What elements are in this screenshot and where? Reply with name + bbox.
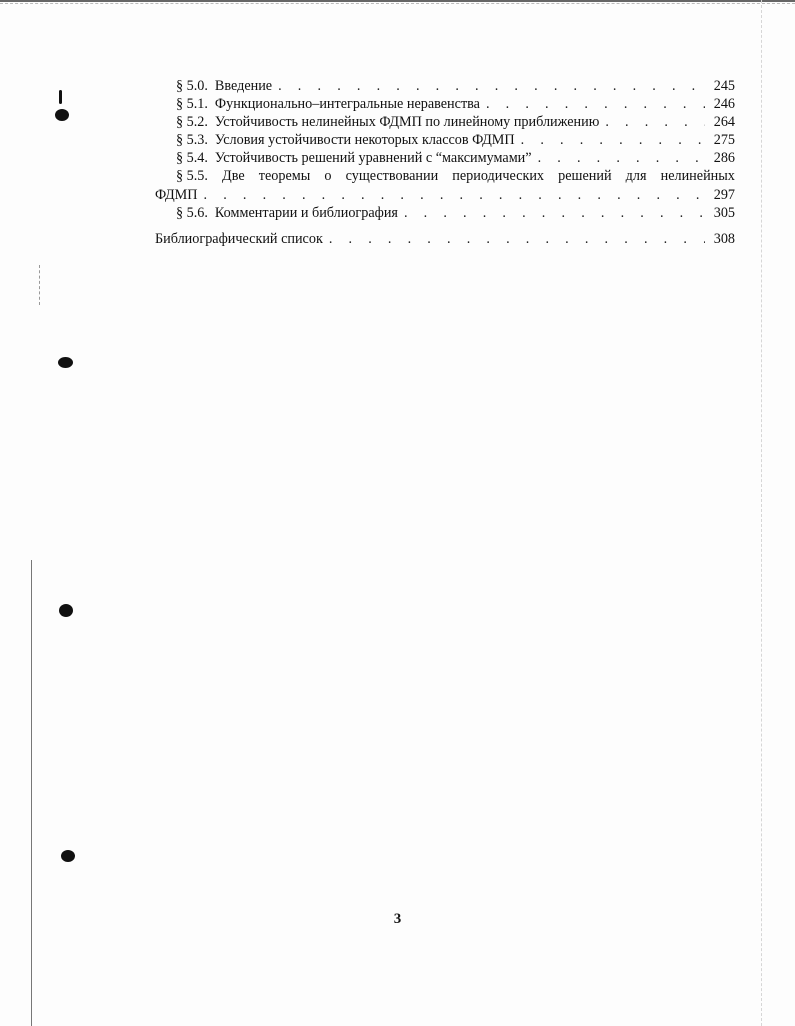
toc-entry-page: 246 — [713, 96, 735, 113]
title-word: решений — [558, 168, 612, 185]
toc-entry-title: Функционально–интегральные неравенства — [214, 96, 480, 113]
toc-entry[interactable] — [155, 113, 735, 131]
scan-right-edge — [760, 0, 762, 1026]
toc-entry-title-line — [155, 167, 735, 185]
table-of-contents — [155, 77, 735, 248]
toc-entry-title: Условия устойчивости некоторых классов ФДМП — [214, 132, 515, 149]
title-word: нелинейных — [660, 168, 735, 185]
title-word: о — [324, 168, 332, 185]
title-word: Две — [222, 168, 245, 185]
title-word: периодических — [452, 168, 545, 185]
leader-dots — [404, 204, 705, 222]
toc-entry-title-continuation: ФДМП — [155, 186, 198, 203]
toc-entry-page: 245 — [713, 78, 735, 94]
toc-entry-page: 308 — [713, 230, 735, 247]
toc-entry-title: Устойчивость нелинейных ФДМП по линейному приближению — [214, 114, 600, 131]
toc-entry-number: § 5.5. — [176, 168, 208, 185]
scan-left-edge — [31, 560, 32, 1026]
toc-entry-title: Библиографический список — [155, 230, 323, 247]
toc-entry-number: § 5.4. — [176, 150, 208, 167]
leader-dots — [538, 149, 705, 167]
leader-dots — [521, 131, 705, 149]
toc-entry-number: § 5.0. — [176, 78, 208, 94]
toc-entry-page: 305 — [713, 204, 735, 221]
toc-entry[interactable] — [155, 77, 735, 95]
toc-entry-continuation — [155, 186, 735, 204]
toc-entry-number: § 5.3. — [176, 132, 208, 149]
toc-entry[interactable] — [155, 131, 735, 149]
toc-entry-title: Устойчивость решений уравнений с “максимумами” — [214, 150, 532, 167]
toc-entry-multiline[interactable] — [155, 167, 735, 203]
toc-entry[interactable] — [155, 149, 735, 167]
leader-dots — [486, 95, 705, 113]
toc-entry-number: § 5.2. — [176, 114, 208, 131]
title-word: существовании — [345, 168, 439, 185]
scan-left-mark — [39, 265, 41, 305]
leader-dots — [605, 113, 705, 131]
toc-entry[interactable] — [155, 204, 735, 222]
leader-dots — [329, 230, 705, 248]
punch-mark-1-tail — [59, 90, 62, 104]
leader-dots — [204, 186, 706, 204]
toc-entry-page: 264 — [713, 114, 735, 131]
scan-top-border — [0, 0, 795, 4]
leader-dots — [278, 77, 705, 95]
page-number: 3 — [393, 911, 402, 927]
punch-mark-3 — [59, 604, 73, 617]
punch-mark-1 — [55, 109, 69, 121]
spacer — [155, 222, 735, 230]
toc-entry-number: § 5.6. — [176, 204, 208, 221]
toc-entry-number: § 5.1. — [176, 96, 208, 113]
toc-entry-page: 297 — [713, 186, 735, 203]
punch-mark-4 — [61, 850, 75, 862]
toc-entry-page: 286 — [713, 150, 735, 167]
toc-entry-title: Введение — [214, 78, 273, 94]
toc-entry-page: 275 — [713, 132, 735, 149]
toc-entry-bibliography[interactable] — [155, 230, 735, 248]
title-word: для — [625, 168, 647, 185]
title-word: теоремы — [258, 168, 311, 185]
toc-entry-title: Комментарии и библиография — [214, 204, 398, 221]
punch-mark-2 — [58, 357, 73, 368]
toc-entry[interactable] — [155, 95, 735, 113]
